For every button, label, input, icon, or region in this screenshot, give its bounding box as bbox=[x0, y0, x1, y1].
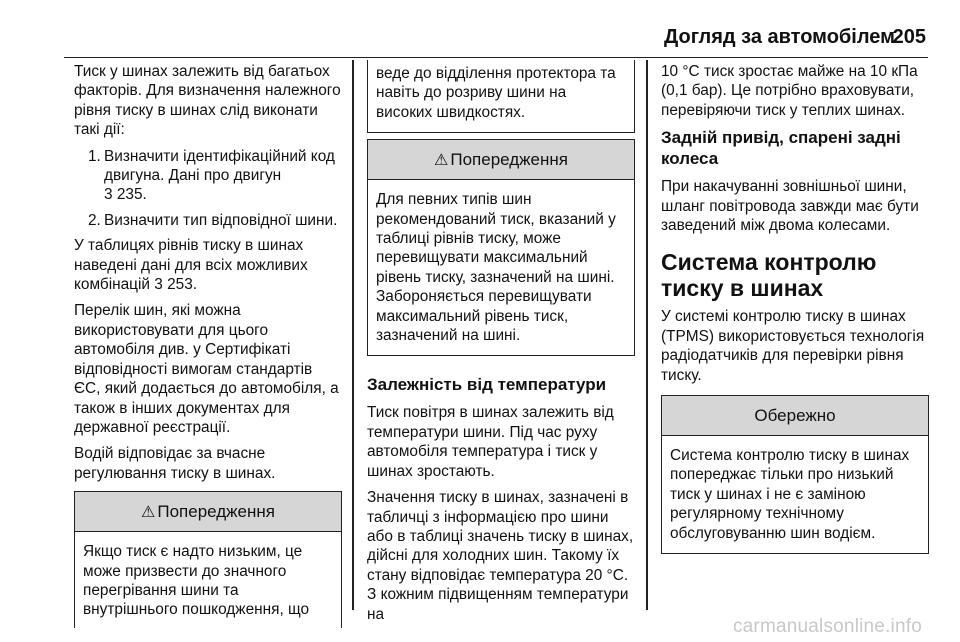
page-header bbox=[64, 0, 928, 58]
step-number: 2. bbox=[88, 211, 101, 229]
page-title: Догляд за автомобілем bbox=[664, 26, 895, 48]
warning-triangle-icon: ⚠ bbox=[141, 504, 156, 522]
warning-box-header: ⚠ Попередження bbox=[75, 492, 341, 532]
warning-box bbox=[74, 491, 342, 628]
caution-box-header: Обережно bbox=[662, 396, 928, 436]
column-divider bbox=[646, 60, 648, 610]
page-reference-link[interactable]: 3 235. bbox=[104, 186, 147, 204]
page-reference-link[interactable]: 3 253. bbox=[154, 276, 198, 294]
step-text: Визначити тип відповідної шини. bbox=[104, 211, 338, 229]
step-text: Визначити ідентифікаційний код двигуна. Дані про двигун 3 235. bbox=[104, 147, 335, 204]
column-right bbox=[661, 62, 929, 554]
section-heading: Залежність від температури bbox=[367, 375, 607, 395]
page-number: 205 bbox=[892, 26, 926, 48]
section-heading: Задній привід, спарені задні колеса bbox=[661, 128, 901, 169]
cold-tyre-paragraph: Значення тиску в шинах, зазначені в табличці з інформацією про шини або в таблиці значень тиску в шинах, дійсні для холодних шин. Такому їх стану відповідає температура 20 °C. З кожним підвищенням температури на bbox=[367, 489, 634, 623]
tpms-paragraph: У системі контролю тиску в шинах (TPMS) використовується технологія радіодатчиків для перевірки рівня тиску. bbox=[661, 308, 925, 384]
caution-box bbox=[661, 395, 929, 554]
tyre-list-paragraph: Перелік шин, які можна використовувати для цього автомобіля див. у Сертифікаті відповідності вимогам стандартів ЄС, який додається до автомобіля, а також в інших документах для державної реєстрації. bbox=[74, 302, 339, 436]
tables-paragraph: У таблицях рівнів тиску в шинах наведені дані для всіх можливих комбінацій 3 253. bbox=[74, 237, 308, 294]
warning-box bbox=[367, 139, 635, 356]
warning-box-text: Якщо тиск є надто низьким, це може призвести до значного перегрівання шини та внутрішнього пошкодження, що bbox=[83, 543, 310, 619]
list-item bbox=[88, 147, 342, 205]
watermark: carmanualsonline.info bbox=[732, 616, 922, 637]
intro-paragraph: Тиск у шинах залежить від багатьох факторів. Для визначення належного рівня тиску в шинах слід виконати такі дії: bbox=[74, 63, 341, 139]
column-middle bbox=[367, 60, 635, 631]
temperature-paragraph: Тиск повітря в шинах залежить від температури шини. Під час руху автомобіля температура і тиск у шинах зростають. bbox=[367, 404, 614, 480]
warning-box-header: ⚠ Попередження bbox=[368, 140, 634, 180]
warning-triangle-icon: ⚠ bbox=[434, 152, 449, 170]
column-divider bbox=[352, 60, 354, 610]
chapter-heading: Система контролю тиску в шинах bbox=[661, 249, 877, 302]
steps-list bbox=[88, 147, 342, 231]
warm-tyre-paragraph: 10 °C тиск зростає майже на 10 кПа (0,1 бар). Це потрібно враховувати, перевіряючи тиск у теплих шинах. bbox=[661, 63, 918, 119]
driver-responsibility-paragraph: Водій відповідає за вчасне регулювання тиску в шинах. bbox=[74, 445, 276, 482]
list-item bbox=[88, 211, 342, 230]
column-left bbox=[74, 62, 342, 628]
warning-box-continuation: веде до відділення протектора та навіть до розриву шини на високих швидкостях. bbox=[367, 60, 635, 133]
step-number: 1. bbox=[88, 147, 101, 165]
warning-box-text: Для певних типів шин рекомендований тиск, вказаний у таблиці рівнів тиску, може перевищувати максимальний рівень тиску, зазначений на шині. Забороняється перевищувати максимальний рівень тиск, зазначений на шині. bbox=[376, 191, 616, 345]
caution-box-text: Система контролю тиску в шинах попереджає тільки про низький тиск у шинах і не є заміною регулярному технічному обслуговуванню шин водієм. bbox=[670, 447, 910, 542]
dual-wheels-paragraph: При накачуванні зовнішньої шини, шланг повітровода завжди має бути заведений між двома колесами. bbox=[661, 178, 919, 235]
